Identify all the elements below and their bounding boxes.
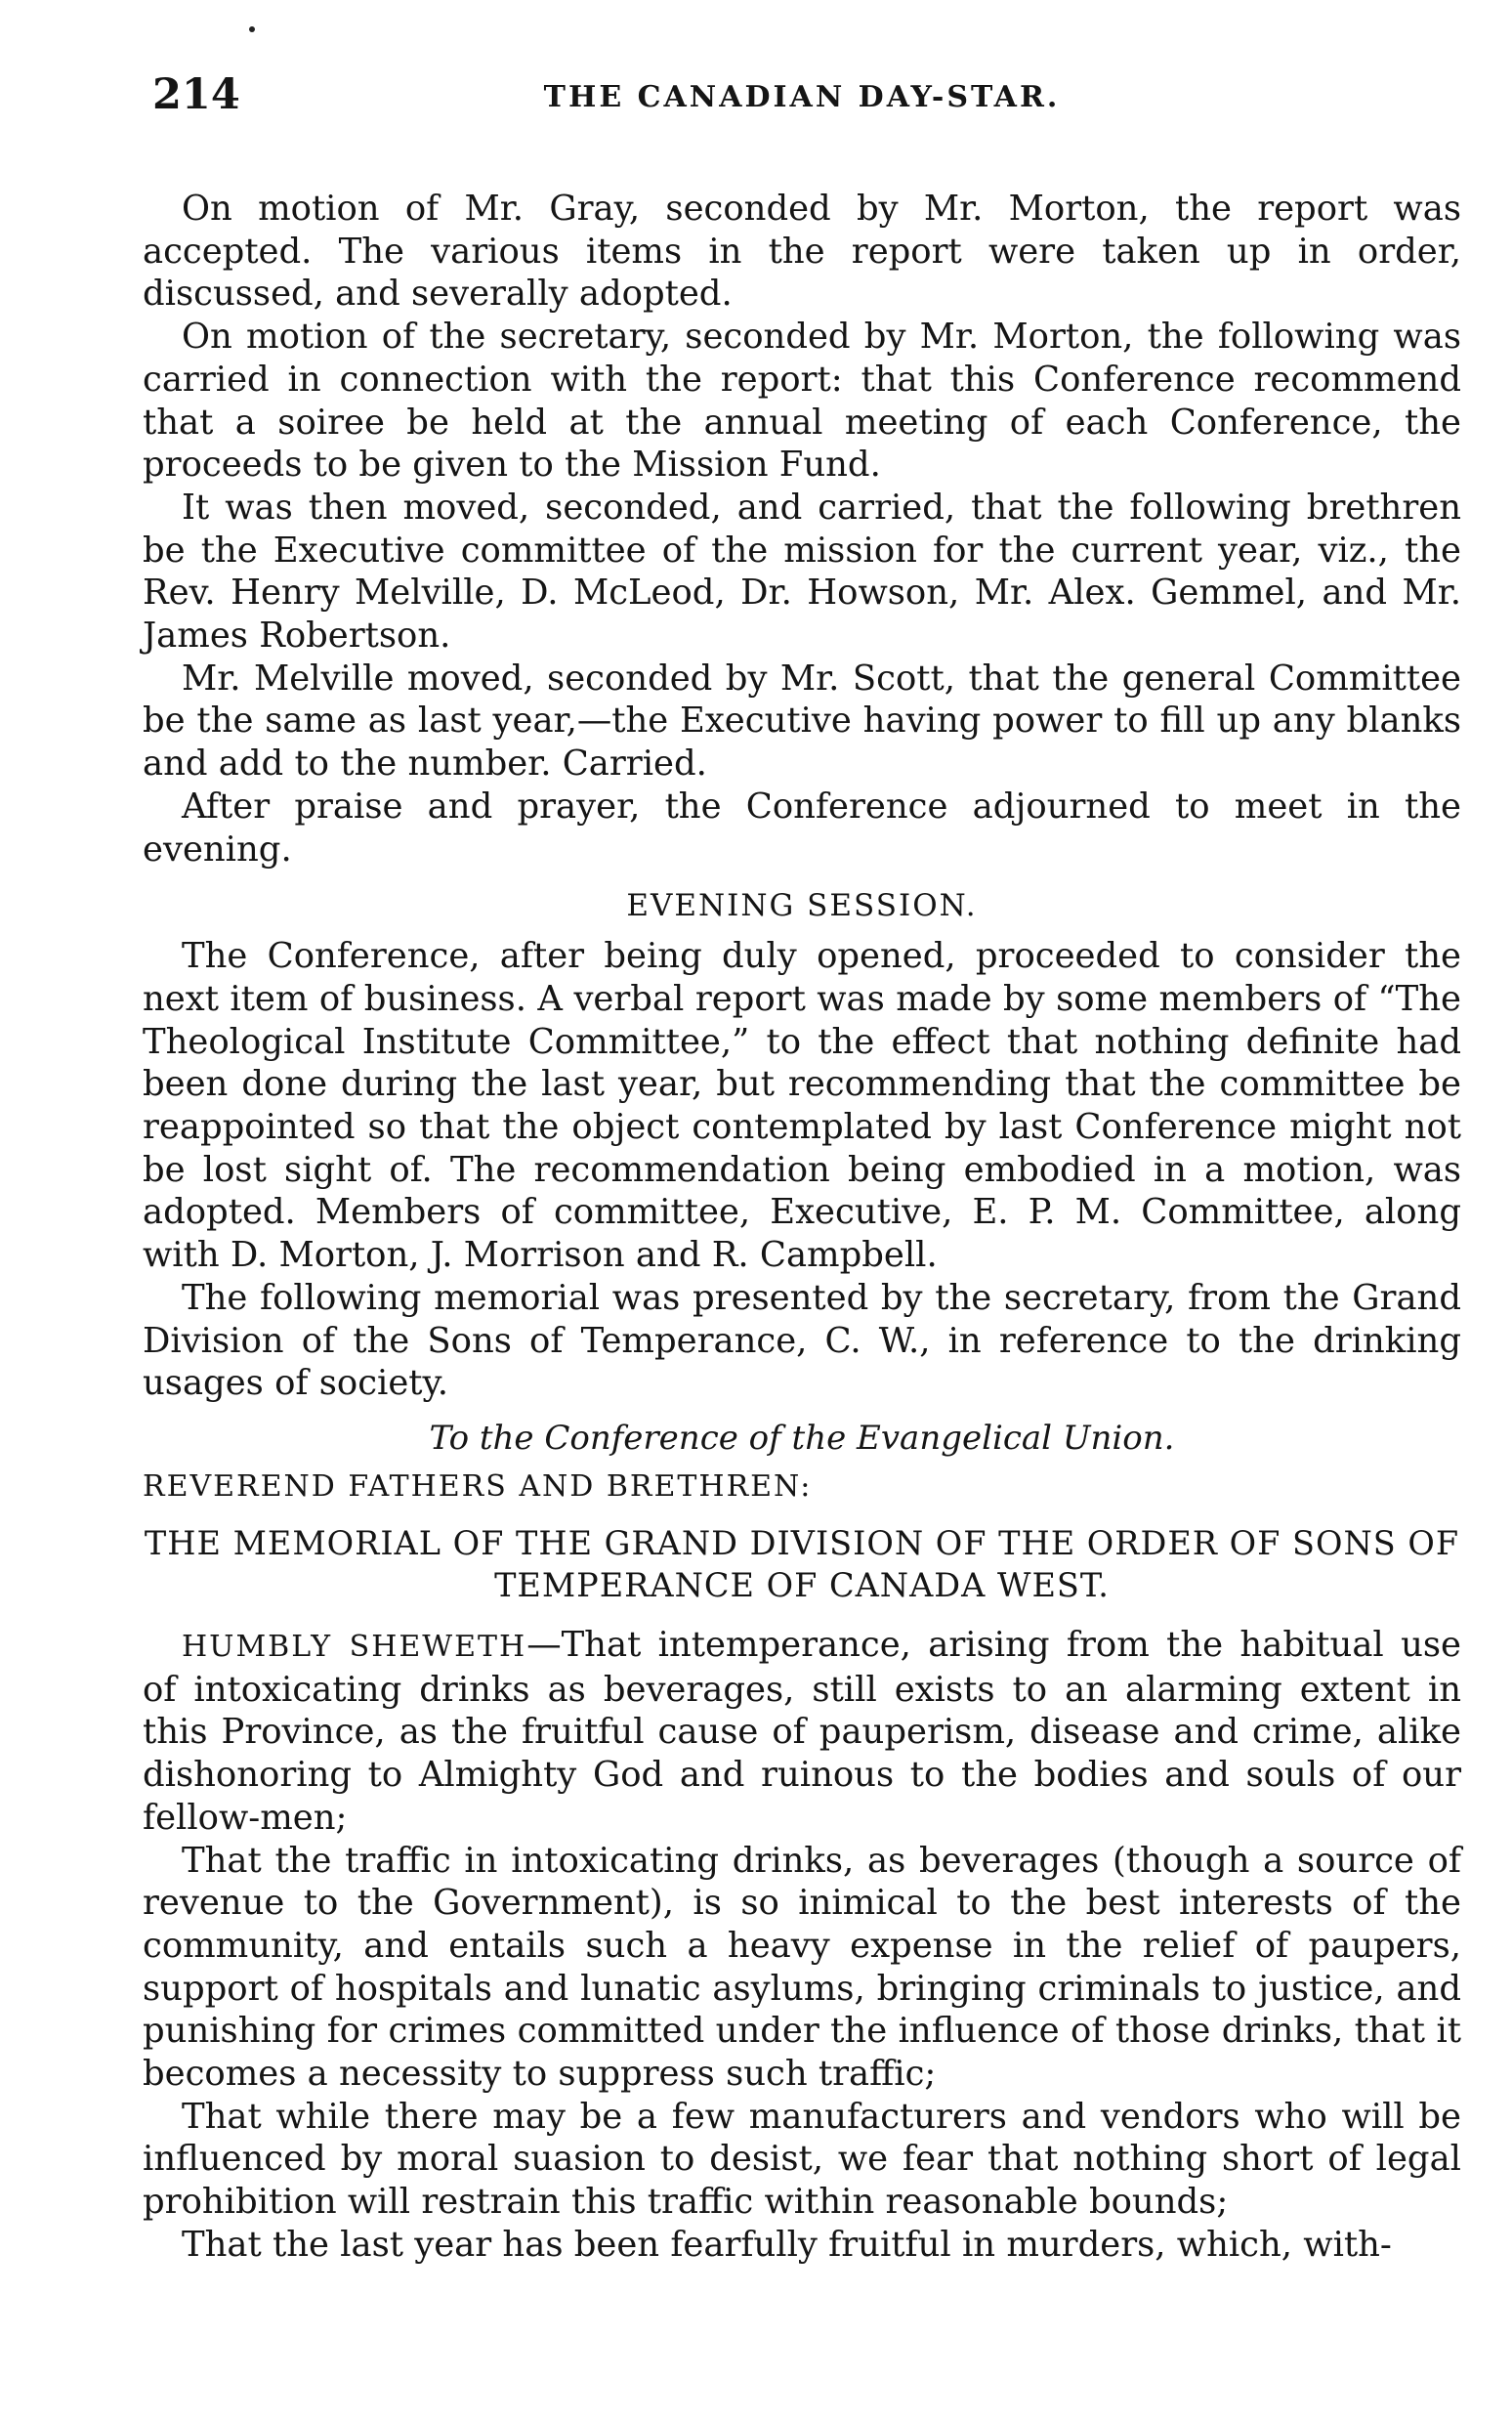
paragraph-soiree-motion: On motion of the secretary, seconded by Mr. Morton, the following was carried in connection with the report: that this Conference recommend that a soiree be held at the annual meeting of each Conference, the proceeds to be given to the Mission Fund. xyxy=(143,317,1461,486)
evening-session-heading: EVENING SESSION. xyxy=(626,888,978,924)
memorial-paragraph-intemperance-text: —That intemperance, arising from the habitual use of intoxicating drinks as beverages, still exists to an alarming extent in this Province, as the fruitful cause of pauperism, disease and crime, alike dishonoring to Almighty God and ruinous to the bodies and souls of our fellow-men; xyxy=(143,1624,1461,1838)
paragraph-report-accepted: On motion of Mr. Gray, seconded by Mr. Morton, the report was accepted. The various items in the report were taken up in order, discussed, and severally adopted. xyxy=(143,189,1461,315)
memorial-paragraph-intemperance xyxy=(143,1624,1461,1840)
paragraph-general-committee: Mr. Melville moved, seconded by Mr. Scott, that the general Committee be the same as last year,—the Executive having power to fill up any blanks and add to the number. Carried. xyxy=(143,658,1461,785)
memorial-title: THE MEMORIAL OF THE GRAND DIVISION OF THE ORDER OF SONS OF TEMPERANCE OF CANADA WEST. xyxy=(144,1523,1460,1604)
running-title: THE CANADIAN DAY-STAR. xyxy=(543,80,1061,114)
memorial-address: To the Conference of the Evangelical Union. xyxy=(429,1418,1175,1458)
memorial-salutation: REVEREND FATHERS AND BRETHREN: xyxy=(143,1468,813,1504)
paragraph-adjournment: After praise and prayer, the Conference adjourned to meet in the evening. xyxy=(143,786,1461,870)
paragraph-theological-institute: The Conference, after being duly opened, proceeded to consider the next item of business. A verbal report was made by some members of “The Theological Institute Committee,” to the effect that nothing definite had been done during the last year, but recommending that the committee be reappointed so that the object contemplated by last Conference might not be lost sight of. The recommendation being embodied in a motion, was adopted. Members of committee, Executive, E. P. M. Committee, along with D. Morton, J. Morrison and R. Campbell. xyxy=(143,936,1461,1276)
paragraph-memorial-presented: The following memorial was presented by the secretary, from the Grand Division of the Sons of Temperance, C. W., in reference to the drinking usages of society. xyxy=(143,1277,1461,1404)
ink-dot xyxy=(249,26,255,32)
memorial-paragraph-murders: That the last year has been fearfully fruitful in murders, which, with- xyxy=(182,2224,1392,2265)
paragraph-executive-committee: It was then moved, seconded, and carried, that the following brethren be the Executive committee of the mission for the current year, viz., the Rev. Henry Melville, D. McLeod, Dr. Howson, Mr. Alex. Gemmel, and Mr. James Robertson. xyxy=(143,487,1461,657)
memorial-lead-in: HUMBLY SHEWETH xyxy=(182,1629,527,1664)
running-head xyxy=(143,70,1461,127)
memorial-paragraph-traffic: That the traffic in intoxicating drinks, as beverages (though a source of revenue to the Government), is so inimical to the best interests of the community, and entails such a heavy expense in the relief of paupers, support of hospitals and lunatic asylums, bringing criminals to justice, and punishing for crimes committed under the influence of those drinks, that it becomes a necessity to suppress such traffic; xyxy=(143,1840,1461,2095)
page-number: 214 xyxy=(152,70,240,119)
memorial-paragraph-prohibition: That while there may be a few manufacturers and vendors who will be influenced by moral suasion to desist, we fear that nothing short of legal prohibition will restrain this traffic within reasonable bounds; xyxy=(143,2096,1461,2223)
